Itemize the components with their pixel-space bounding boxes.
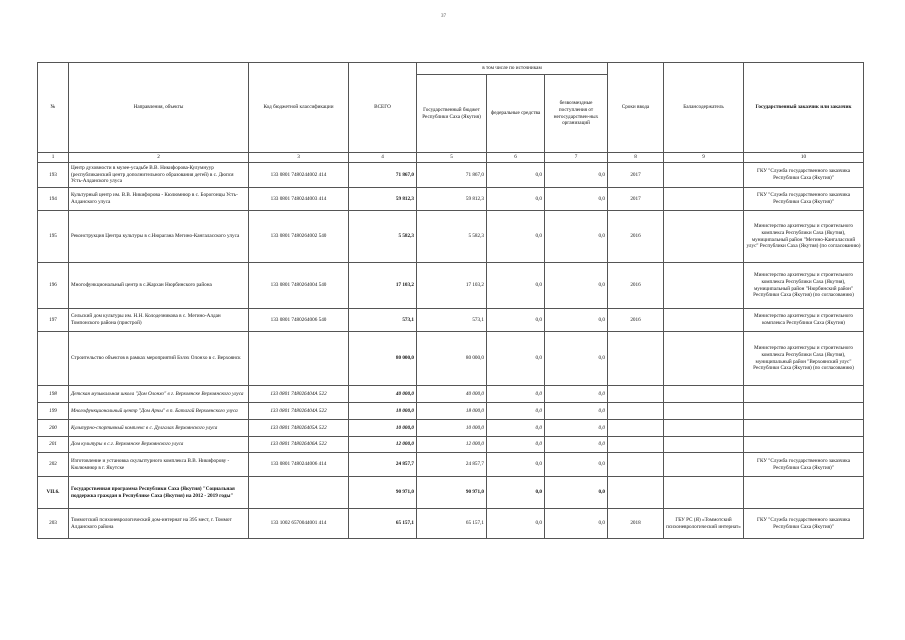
- column-number: 2: [69, 153, 249, 163]
- row-budget-code: 133 0801 748026405А 522: [249, 420, 349, 437]
- row-holder: [664, 188, 744, 211]
- table-row: [38, 403, 864, 420]
- row-customer: [744, 386, 864, 403]
- row-budget-code: 133 0801 7480264002 540: [249, 211, 349, 263]
- header-directions: Направления, объекты: [69, 63, 249, 153]
- row-state-budget: 90 971,0: [417, 477, 487, 509]
- row-holder: [664, 437, 744, 453]
- row-name: Многофункциональный центр в с.Жархан Нюрбинского района: [69, 263, 249, 309]
- row-number: 199: [38, 403, 69, 420]
- row-budget-code: 133 0801 748026406А 522: [249, 437, 349, 453]
- row-budget-code: 133 0801 748026404А 522: [249, 386, 349, 403]
- row-customer: [744, 437, 864, 453]
- row-gratuitous: 0,0: [545, 263, 608, 309]
- row-customer: ГКУ "Служба государственного заказчика Республики Саха (Якутия)": [744, 509, 864, 539]
- row-state-budget: 71 867,0: [417, 163, 487, 188]
- row-customer: Министерство архитектуры и строительного комплекса Республики Саха (Якутия), муниципальный район "Мегино-Кангаласский улус" Республики Саха (Якутия) (по согласованию): [744, 211, 864, 263]
- row-state-budget: 12 000,0: [417, 437, 487, 453]
- row-name: Многофункциональный центр "Дом Арчы" в п. Батагай Верхоянского улуса: [69, 403, 249, 420]
- row-number: 197: [38, 309, 69, 332]
- row-term: [608, 437, 664, 453]
- row-budget-code: [249, 477, 349, 509]
- row-total: 18 000,0: [349, 403, 417, 420]
- row-federal: 0,0: [487, 453, 545, 477]
- row-federal: 0,0: [487, 509, 545, 539]
- budget-table: [37, 62, 864, 539]
- table-row: [38, 477, 864, 509]
- column-number: 8: [608, 153, 664, 163]
- row-total: 573,1: [349, 309, 417, 332]
- row-name: Строительство объектов в рамках мероприятий Бэлэх Олонхо в с. Верхоянск: [69, 332, 249, 386]
- row-budget-code: [249, 332, 349, 386]
- table-row: [38, 420, 864, 437]
- row-federal: 0,0: [487, 188, 545, 211]
- table-row: [38, 453, 864, 477]
- row-number: 196: [38, 263, 69, 309]
- row-term: [608, 386, 664, 403]
- row-customer: [744, 477, 864, 509]
- row-number: 201: [38, 437, 69, 453]
- table-row: [38, 188, 864, 211]
- row-number: VII.6.: [38, 477, 69, 509]
- row-customer: Министерство архитектуры и строительного комплекса Республики Саха (Якутия), муниципальный район "Верхоянский улус" Республики Саха (Якутия) (по согласованию): [744, 332, 864, 386]
- row-term: 2018: [608, 509, 664, 539]
- row-number: 195: [38, 211, 69, 263]
- header-no: №: [38, 63, 69, 153]
- row-state-budget: 10 000,0: [417, 420, 487, 437]
- row-gratuitous: 0,0: [545, 477, 608, 509]
- header-customer: Государственный заказчик или заказчик: [744, 63, 864, 153]
- row-name: Томмотский психоневрологический дом-интернат на 395 мест, г. Томмот Алданского района: [69, 509, 249, 539]
- row-budget-code: 133 0801 7480264006 540: [249, 309, 349, 332]
- table-row: [38, 437, 864, 453]
- row-name: Государственная программа Республики Саха (Якутия) "Социальная поддержка граждан в Республике Саха (Якутия) на 2012 - 2019 годы": [69, 477, 249, 509]
- row-holder: [664, 453, 744, 477]
- row-number: 194: [38, 188, 69, 211]
- table-row: [38, 263, 864, 309]
- row-total: 90 971,0: [349, 477, 417, 509]
- row-gratuitous: 0,0: [545, 386, 608, 403]
- row-federal: 0,0: [487, 163, 545, 188]
- row-name: Дом культуры в с.г. Верхоянске Верхоянского улуса: [69, 437, 249, 453]
- row-total: 40 000,0: [349, 386, 417, 403]
- row-gratuitous: 0,0: [545, 188, 608, 211]
- row-federal: 0,0: [487, 420, 545, 437]
- row-gratuitous: 0,0: [545, 420, 608, 437]
- row-state-budget: 573,1: [417, 309, 487, 332]
- row-total: 17 103,2: [349, 263, 417, 309]
- row-number: 200: [38, 420, 69, 437]
- row-customer: ГКУ "Служба государственного заказчика Республики Саха (Якутия)": [744, 453, 864, 477]
- row-holder: [664, 403, 744, 420]
- table-row: [38, 509, 864, 539]
- row-name: Реконструкция Центра культуры в с.Нюрагана Мегино-Кангаласского улуса: [69, 211, 249, 263]
- row-state-budget: 40 000,0: [417, 386, 487, 403]
- row-holder: [664, 420, 744, 437]
- row-gratuitous: 0,0: [545, 309, 608, 332]
- row-federal: 0,0: [487, 403, 545, 420]
- row-number: 202: [38, 453, 69, 477]
- row-state-budget: 17 103,2: [417, 263, 487, 309]
- row-federal: 0,0: [487, 332, 545, 386]
- row-term: 2017: [608, 188, 664, 211]
- row-gratuitous: 0,0: [545, 403, 608, 420]
- row-gratuitous: 0,0: [545, 509, 608, 539]
- table-row: [38, 211, 864, 263]
- row-customer: Министерство архитектуры и строительного комплекса Республики Саха (Якутия), муниципальный район "Нюрбинский район" Республики Саха (Якутия) (по согласованию): [744, 263, 864, 309]
- row-name: Центр духовности в музее-усадьбе В.В. Никифорова-Кулумнуур (республиканский центр дополнительного образования детей) в с. Дюпся Усть-Алданского улуса: [69, 163, 249, 188]
- row-budget-code: 133 1002 6570044001 414: [249, 509, 349, 539]
- row-federal: 0,0: [487, 211, 545, 263]
- row-holder: [664, 309, 744, 332]
- row-total: 59 812,3: [349, 188, 417, 211]
- row-state-budget: 24 857,7: [417, 453, 487, 477]
- row-customer: Министерство архитектуры и строительного комплекса Республики Саха (Якутия): [744, 309, 864, 332]
- row-holder: ГБУ РС (Я) «Томмотский психоневрологический интернат»: [664, 509, 744, 539]
- row-name: Сельский дом культуры им. Н.Н. Колодезникова в с. Мегино-Алдан Томпонского района (пристрой): [69, 309, 249, 332]
- row-budget-code: 133 0801 7480244003 414: [249, 188, 349, 211]
- row-term: [608, 420, 664, 437]
- row-customer: ГКУ "Служба государственного заказчика Республики Саха (Якутия)": [744, 163, 864, 188]
- row-name: Изготовление и установка скульптурного комплекса В.В. Никифорову - Кюлюмнюр в г. Якутске: [69, 453, 249, 477]
- row-budget-code: 133 0801 748026404А 522: [249, 403, 349, 420]
- row-number: 198: [38, 386, 69, 403]
- row-number: 193: [38, 163, 69, 188]
- column-number: 9: [664, 153, 744, 163]
- row-total: 65 157,1: [349, 509, 417, 539]
- row-total: 24 857,7: [349, 453, 417, 477]
- header-total: ВСЕГО: [349, 63, 417, 153]
- row-holder: [664, 211, 744, 263]
- row-gratuitous: 0,0: [545, 163, 608, 188]
- table-row: [38, 386, 864, 403]
- row-term: 2016: [608, 309, 664, 332]
- row-term: 2016: [608, 211, 664, 263]
- header-sources-group: в том числе по источникам: [417, 63, 608, 75]
- column-number: 4: [349, 153, 417, 163]
- row-state-budget: 65 157,1: [417, 509, 487, 539]
- table-row: [38, 309, 864, 332]
- row-term: [608, 332, 664, 386]
- row-number: [38, 332, 69, 386]
- table-row: [38, 163, 864, 188]
- row-customer: [744, 420, 864, 437]
- row-budget-code: 133 0801 7480264004 540: [249, 263, 349, 309]
- row-total: 12 000,0: [349, 437, 417, 453]
- page-number: 37: [441, 14, 446, 19]
- row-term: [608, 477, 664, 509]
- row-state-budget: 59 812,3: [417, 188, 487, 211]
- row-term: [608, 453, 664, 477]
- row-budget-code: 133 0801 7480244002 414: [249, 163, 349, 188]
- row-total: 5 582,3: [349, 211, 417, 263]
- row-holder: [664, 477, 744, 509]
- row-term: [608, 403, 664, 420]
- row-holder: [664, 386, 744, 403]
- row-name: Культурный центр им. В.В. Никифорова - Кюлюмнюр в с. Борогонцы Усть-Алданского улуса: [69, 188, 249, 211]
- row-holder: [664, 332, 744, 386]
- column-number: 6: [487, 153, 545, 163]
- row-gratuitous: 0,0: [545, 332, 608, 386]
- row-gratuitous: 0,0: [545, 211, 608, 263]
- header-holder: Балансодержатель: [664, 63, 744, 153]
- row-name: Детская музыкальная школа "Дом Олонхо" в г. Верхоянске Верхоянского улуса: [69, 386, 249, 403]
- row-federal: 0,0: [487, 437, 545, 453]
- table-row: [38, 332, 864, 386]
- row-total: 10 000,0: [349, 420, 417, 437]
- row-holder: [664, 163, 744, 188]
- row-holder: [664, 263, 744, 309]
- row-total: 80 000,0: [349, 332, 417, 386]
- row-name: Культурно-спортивный комплекс в с. Дулгалах Верхоянского улуса: [69, 420, 249, 437]
- row-federal: 0,0: [487, 386, 545, 403]
- header-term: Сроки ввода: [608, 63, 664, 153]
- row-federal: 0,0: [487, 309, 545, 332]
- row-federal: 0,0: [487, 263, 545, 309]
- row-total: 71 867,0: [349, 163, 417, 188]
- row-gratuitous: 0,0: [545, 453, 608, 477]
- row-federal: 0,0: [487, 477, 545, 509]
- header-budget-code: Код бюджетной классификации: [249, 63, 349, 153]
- row-customer: ГКУ "Служба государственного заказчика Республики Саха (Якутия)": [744, 188, 864, 211]
- row-number: 203: [38, 509, 69, 539]
- row-budget-code: 133 0801 7480244006 414: [249, 453, 349, 477]
- column-number: 1: [38, 153, 69, 163]
- column-number: 10: [744, 153, 864, 163]
- row-term: 2016: [608, 263, 664, 309]
- row-state-budget: 18 000,0: [417, 403, 487, 420]
- column-number: 3: [249, 153, 349, 163]
- row-customer: [744, 403, 864, 420]
- header-federal: федеральные средства: [487, 75, 545, 153]
- row-state-budget: 5 582,3: [417, 211, 487, 263]
- row-gratuitous: 0,0: [545, 437, 608, 453]
- column-number: 7: [545, 153, 608, 163]
- row-term: 2017: [608, 163, 664, 188]
- row-state-budget: 80 000,0: [417, 332, 487, 386]
- header-state-budget: Государственный бюджет Республики Саха (Якутия): [417, 75, 487, 153]
- header-gratuitous: безвозмездные поступления от негосударствен-ных организаций: [545, 75, 608, 153]
- column-number: 5: [417, 153, 487, 163]
